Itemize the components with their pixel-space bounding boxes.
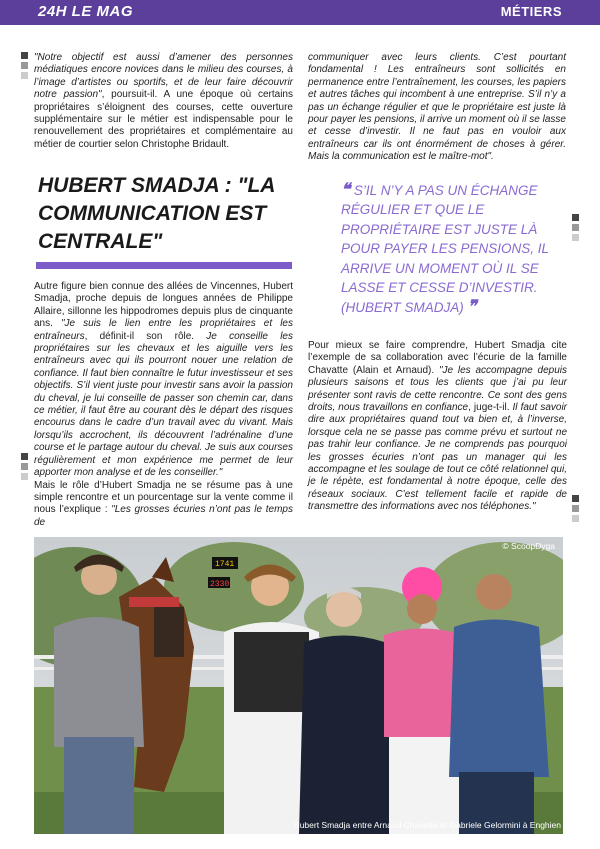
decor-squares-bottom-right: [572, 495, 579, 525]
body-right-text-b: , juge-t-il.: [468, 402, 513, 414]
body-left-column: [34, 281, 293, 529]
intro-left-text: , poursuit-il. A une époque où certains propriétaires s’éloignent des courses, cette ouverture supplémentaire sur le métier est indispensable pour le renouvellement des propriétaires et complémentaire au métier de courtier selon Christophe Bridault.: [34, 89, 293, 150]
decor-squares-left: [21, 453, 28, 483]
section-title: MÉTIERS: [500, 4, 562, 19]
body-left-p1-quote-b: Je conseille les propriétaires sur les chevaux et les aiguille vers les entraîneurs avec qui ils pourront nouer une relation de confiance. Il faut bien connaître le futur investisseur et ses objectifs. S’il vient juste pour investir sans avoir la passion du cheval, je lui conseille de passer son chemin car, dans ce métier, il faut être au courant dès le départ des risques encourus dans le cadre d’un travail avec du vivant. Mais lorsqu’ils accrochent, ils découvrent l’adrénaline d’une course et le partage autour du cheval. Je suis aux courses régulièrement et mon expérience me permet de leur apporter mon analyse et de les conseiller.": [34, 330, 293, 479]
scoreboard-top: 1741: [215, 560, 235, 569]
photo-scene: [34, 537, 563, 834]
body-right-quote: "Je les accompagne depuis plusieurs saisons et tous les clients que j’ai pu leur présenter sont ravis de cette rencontre. Ce sont des gens droits, nous travaillons en confiance: [308, 364, 567, 414]
decor-squares-top-left: [21, 52, 28, 82]
intro-left-quote: "Notre objectif est aussi d’amener des personnes médiatiques encore novices dans le milieu des courses, à l’image d’artistes ou sportifs, et de leur faire découvrir notre passion": [34, 52, 293, 101]
body-left-p2-quote: "Les grosses écuries n’ont pas le temps de: [34, 504, 293, 528]
body-left-p1-quote: "Je suis le lien entre les propriétaires et les entraîneurs: [34, 318, 293, 342]
pull-quote: [341, 180, 559, 318]
close-quote-icon: ❞: [467, 297, 477, 317]
article-photo: [34, 537, 563, 834]
body-right-column: [308, 340, 567, 514]
decor-squares-right: [572, 214, 579, 244]
scoreboard-bottom: 2330: [210, 580, 230, 589]
intro-left-column: [34, 52, 293, 151]
article-headline: HUBERT SMADJA : "LA COMMUNICATION EST CENTRALE": [38, 174, 275, 253]
headline-underline: [36, 262, 292, 269]
open-quote-icon: ❝: [341, 180, 351, 199]
intro-right-column: [308, 52, 566, 164]
intro-right-text: communiquer avec leurs clients. C’est pourtant fondamental ! Les entraîneurs sont sollicités en permanence entre l’entraînement, les courses, les papiers et autres tâches qui incombent à une entreprise. S’il n’y a pas un échange régulier et que le propriétaire est juste là pour payer les pensions, il arrive un moment où il se lasse et cesse d’investir. Il ne faut pas en vouloir aux entraîneurs car ils ont énormément de choses à gérer. Mais la communication est le maître-mot".: [308, 52, 566, 163]
photo-credit: © ScoopDyga: [502, 541, 555, 551]
photo-caption: Hubert Smadja entre Arnaud Chavatte et Gabriele Gelormini à Enghien: [293, 820, 561, 830]
header-bar: [0, 0, 600, 25]
body-left-p1-b: , définit-il son rôle.: [84, 330, 207, 342]
body-right-text: Pour mieux se faire comprendre, Hubert Smadja cite l’exemple de sa collaboration avec l’écurie de la famille Chavatte (Alain et Arnaud).: [308, 340, 567, 376]
magazine-title: 24H LE MAG: [38, 3, 134, 20]
body-left-p1: Autre figure bien connue des allées de Vincennes, Hubert Smadja, proche depuis de longues années de Philippe Allaire, sillonne les hippodromes depuis plus de cinquante ans.: [34, 281, 293, 330]
pull-quote-text: S’IL N’Y A PAS UN ÉCHANGE RÉGULIER ET QUE LE PROPRIÉTAIRE EST JUSTE LÀ POUR PAYER LES PENSIONS, IL ARRIVE UN MOMENT OÙ IL SE LASSE ET CESSE D’INVESTIR. (HUBERT SMADJA): [341, 183, 549, 316]
body-left-p2: Mais le rôle d’Hubert Smadja ne se résume pas à une simple rencontre et un pourcentage sur la vente comme il nous l’explique :: [34, 479, 293, 516]
body-right-quote-b: Il faut savoir dire aux propriétaires quand tout va bien et, à l’inverse, lorsque cela ne se passe pas comme prévu et surtout ne pas trahir leur confiance. Je ne comprends pas pourquoi les grosses écuries n’ont pas un manager qui les accompagne et les soulage de tout ce côté relationnel qui, je le répète, est fondamental à notre époque, celle des réseaux sociaux. C’est tellement facile et rapide de transmettre des informations avec nos téléphones.": [308, 402, 567, 513]
